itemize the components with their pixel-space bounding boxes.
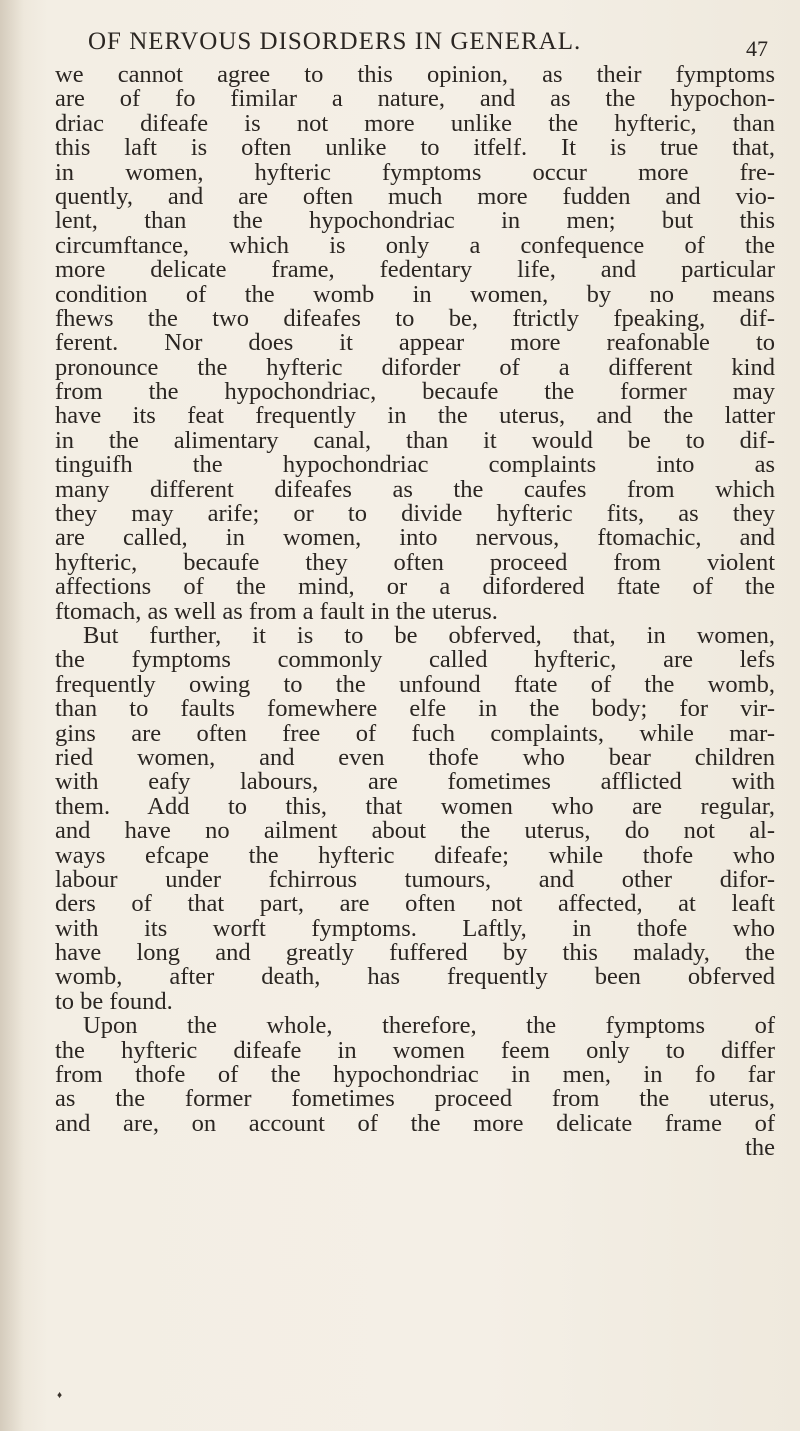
- text-line: fhews the two difeafes to be, ftrictly fpeaking, dif-: [55, 304, 775, 332]
- text-line: the fymptoms commonly called hyfteric, are lefs: [55, 646, 775, 674]
- text-line: circumftance, which is only a confequence of the: [55, 231, 775, 259]
- text-line: But further, it is to be obferved, that, in women,: [83, 621, 775, 649]
- text-line: ferent. Nor does it appear more reafonable to: [55, 329, 775, 357]
- text-line: pronounce the hyfteric diforder of a different kind: [55, 353, 775, 381]
- text-line: affections of the mind, or a difordered ftate of the: [55, 573, 775, 601]
- text-line: tinguifh the hypochondriac complaints into as: [55, 451, 775, 479]
- text-line: from the hypochondriac, becaufe the former may: [55, 378, 775, 406]
- binding-shadow: [0, 0, 24, 1431]
- text-line: Upon the whole, therefore, the fymptoms of: [83, 1012, 775, 1040]
- text-line: many different difeafes as the caufes from which: [55, 475, 775, 503]
- text-line: gins are often free of fuch complaints, while mar-: [55, 719, 775, 747]
- text-line: driac difeafe is not more unlike the hyfteric, than: [55, 109, 775, 137]
- text-line: quently, and are often much more fudden and vio-: [55, 182, 775, 210]
- running-head: OF NERVOUS DISORDERS IN GENERAL.: [88, 28, 582, 55]
- text-line: in women, hyfteric fymptoms occur more fre-: [55, 158, 775, 186]
- text-line: condition of the womb in women, by no means: [55, 280, 775, 308]
- text-line: ways efcape the hyfteric difeafe; while thofe who: [55, 841, 775, 869]
- text-line: from thofe of the hypochondriac in men, in fo far: [55, 1061, 775, 1089]
- text-line: ders of that part, are often not affected, at leaft: [55, 890, 775, 918]
- text-line: and have no ailment about the uterus, do not al-: [55, 817, 775, 845]
- text-line: more delicate frame, fedentary life, and particular: [55, 256, 775, 284]
- text-line: are of fo fimilar a nature, and as the hypochon-: [55, 85, 775, 113]
- text-line: womb, after death, has frequently been obferved: [55, 963, 775, 991]
- text-line: frequently owing to the unfound ftate of the womb,: [55, 670, 775, 698]
- text-line: have its feat frequently in the uterus, and the latter: [55, 402, 775, 430]
- text-line: lent, than the hypochondriac in men; but this: [55, 207, 775, 235]
- text-line: them. Add to this, that women who are regular,: [55, 792, 775, 820]
- text-line: and are, on account of the more delicate frame of: [55, 1109, 775, 1137]
- body-text: [55, 63, 775, 1161]
- text-line: this laft is often unlike to itfelf. It is true that,: [55, 134, 775, 162]
- text-line: hyfteric, becaufe they often proceed from violent: [55, 548, 775, 576]
- text-line: with its worft fymptoms. Laftly, in thofe who: [55, 914, 775, 942]
- catchword: the: [745, 1134, 775, 1162]
- printer-mark-icon: ♦: [57, 1390, 63, 1401]
- text-line: we cannot agree to this opinion, as their fymptoms: [55, 61, 775, 88]
- text-line: have long and greatly fuffered by this malady, the: [55, 939, 775, 967]
- text-line: to be found.: [55, 987, 173, 1015]
- text-line: as the former fometimes proceed from the uterus,: [55, 1085, 775, 1113]
- text-line: they may arife; or to divide hyfteric fits, as they: [55, 500, 775, 528]
- text-line: are called, in women, into nervous, ftomachic, and: [55, 524, 775, 552]
- text-line: ftomach, as well as from a fault in the uterus.: [55, 597, 498, 625]
- text-line: than to faults fomewhere elfe in the body; for vir-: [55, 695, 775, 723]
- text-line: in the alimentary canal, than it would be to dif-: [55, 426, 775, 454]
- text-line: labour under fchirrous tumours, and other difor-: [55, 865, 775, 893]
- page-number: 47: [746, 36, 768, 61]
- text-line: the hyfteric difeafe in women feem only to differ: [55, 1036, 775, 1064]
- text-line: ried women, and even thofe who bear children: [55, 743, 775, 771]
- text-line: with eafy labours, are fometimes afflicted with: [55, 768, 775, 796]
